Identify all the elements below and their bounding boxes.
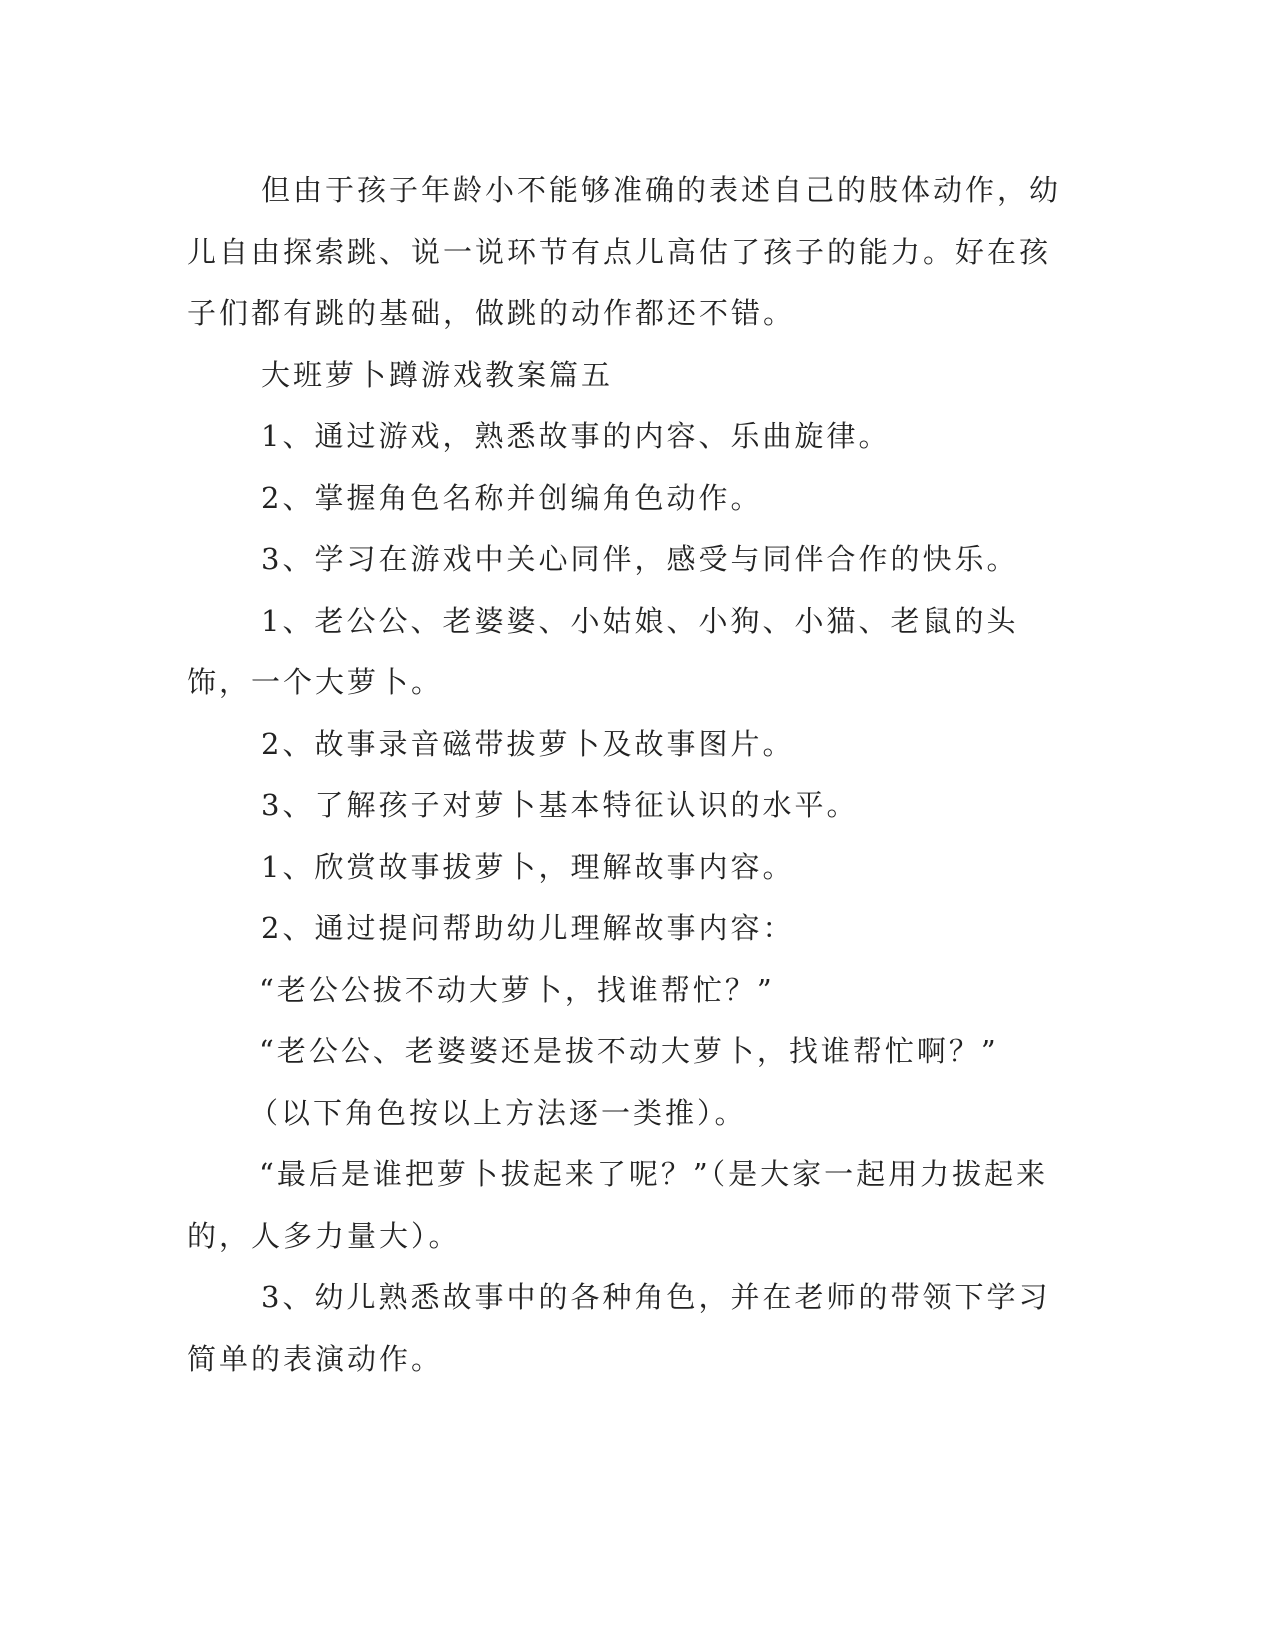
prep-item: 1、老公公、老婆婆、小姑娘、小狗、小猫、老鼠的头饰，一个大萝卜。 [187,603,1019,699]
prep-item: 2、故事录音磁带拔萝卜及故事图片。 [261,726,795,761]
goal-item: 2、掌握角色名称并创编角色动作。 [261,480,763,515]
question-line: “老公公拔不动大萝卜，找谁帮忙？” [259,972,775,1007]
prep-item: 3、了解孩子对萝卜基本特征认识的水平。 [261,788,859,822]
document-body [187,160,1067,1390]
paragraph-reflection: 但由于孩子年龄小不能够准确的表述自己的肢体动作，幼儿自由探索跳、说一说环节有点儿高估了孩子的能力。好在孩子们都有跳的基础，做跳的动作都还不错。 [187,173,1062,330]
question-line: “最后是谁把萝卜拔起来了呢？”（是大家一起用力拔起来的，人多力量大）。 [187,1157,1049,1253]
goal-item: 1、通过游戏，熟悉故事的内容、乐曲旋律。 [261,419,891,453]
note-line: （以下角色按以上方法逐一类推）。 [249,1095,747,1130]
process-item: 2、通过提问帮助幼儿理解故事内容： [261,911,795,945]
process-item: 1、欣赏故事拔萝卜，理解故事内容。 [261,849,795,884]
section-heading: 大班萝卜蹲游戏教案篇五 [261,357,614,392]
question-line: “老公公、老婆婆还是拔不动大萝卜，找谁帮忙啊？” [259,1034,999,1068]
goal-item: 3、学习在游戏中关心同伴，感受与同伴合作的快乐。 [261,542,1019,576]
process-item: 3、幼儿熟悉故事中的各种角色，并在老师的带领下学习简单的表演动作。 [187,1280,1051,1376]
